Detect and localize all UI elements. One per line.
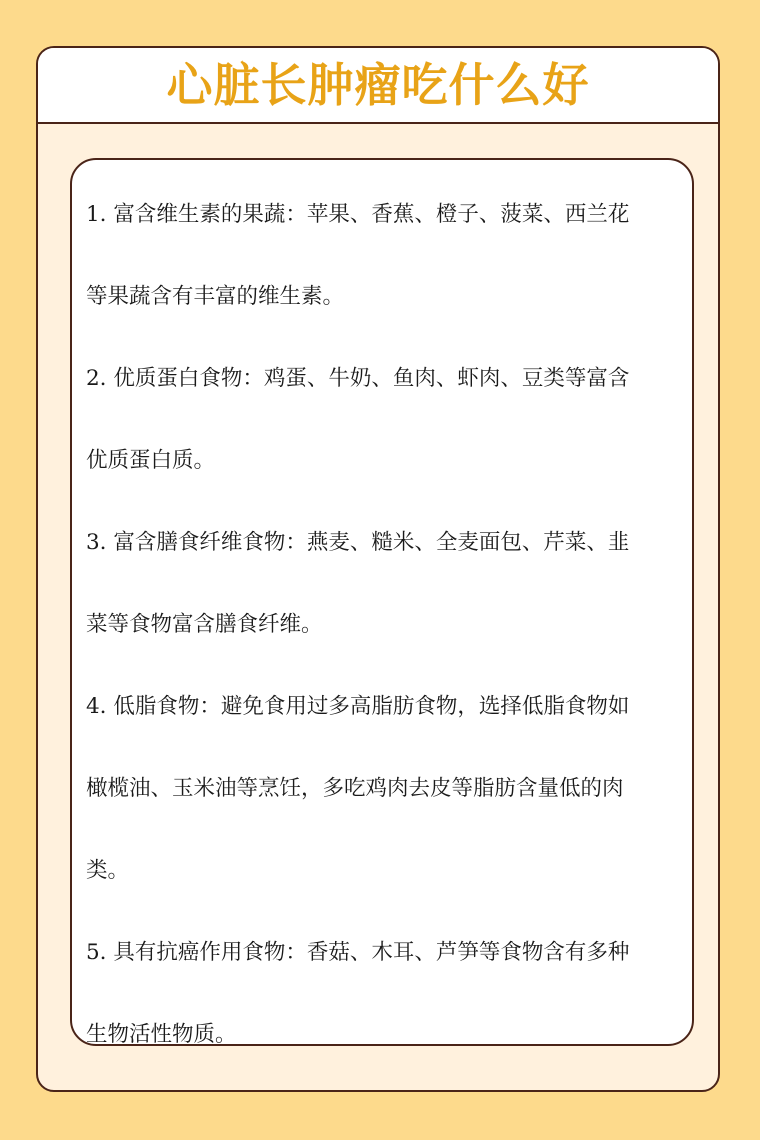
list-item-text: 低脂食物：避免食用过多高脂肪食物，选择低脂食物如橄榄油、玉米油等烹饪，多吃鸡肉去皮等脂肪含量低的肉类。 [86,694,630,883]
list-item-2 [86,338,646,502]
list-item-number: 1. [86,202,107,227]
list-item-text: 富含膳食纤维食物：燕麦、糙米、全麦面包、芹菜、韭菜等食物富含膳食纤维。 [86,530,630,637]
page-title: 心脏长肿瘤吃什么好 [166,58,590,112]
list-item-4 [86,666,646,912]
list-item-number: 3. [86,530,107,555]
content-card [70,158,694,1046]
list-item-text: 优质蛋白食物：鸡蛋、牛奶、鱼肉、虾肉、豆类等富含优质蛋白质。 [86,366,630,473]
title-bar [38,48,718,124]
item-list [86,174,646,1076]
list-item-3 [86,502,646,666]
list-item-text: 富含维生素的果蔬：苹果、香蕉、橙子、菠菜、西兰花等果蔬含有丰富的维生素。 [86,202,630,309]
list-item-number: 2. [86,366,107,391]
outer-card [36,46,720,1092]
list-item-number: 5. [86,940,107,965]
list-item-text: 具有抗癌作用食物：香菇、木耳、芦笋等食物含有多种生物活性物质。 [86,940,630,1047]
list-item-5 [86,912,646,1076]
list-item-1 [86,174,646,338]
list-item-number: 4. [86,694,107,719]
